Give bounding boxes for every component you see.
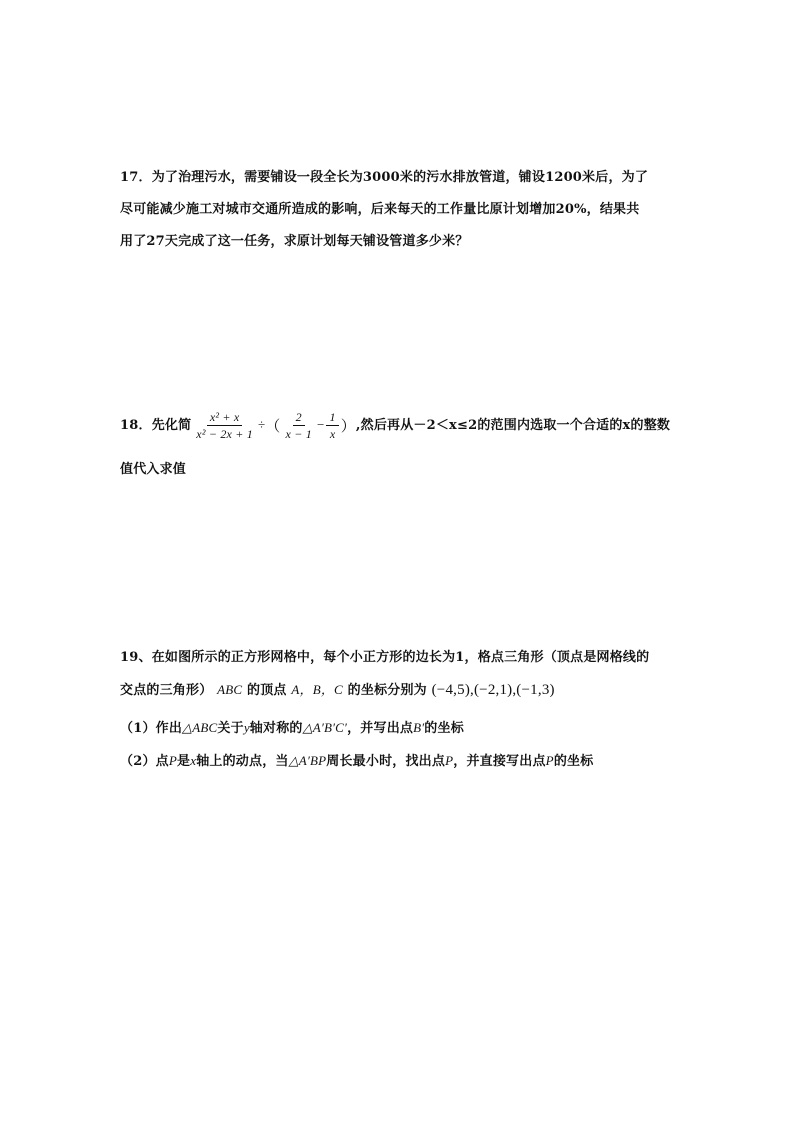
q19-part-1 bbox=[120, 717, 464, 736]
q18-fraction-1 bbox=[193, 410, 256, 441]
q18-prefix: 18．先化简 bbox=[120, 418, 192, 433]
q18-frac1-numerator: x² + x bbox=[207, 410, 243, 426]
q18-frac1-denominator: x² − 2x + 1 bbox=[196, 427, 253, 441]
q19-line-2 bbox=[120, 679, 555, 699]
q19-part2-point-p-2: P bbox=[445, 753, 454, 768]
q19-part1-text-c: 轴对称的 bbox=[249, 721, 303, 736]
q18-frac2-denominator: x − 1 bbox=[285, 427, 312, 441]
q18-frac3-numerator: 1 bbox=[326, 410, 338, 426]
q19-part2-point-p-3: P bbox=[545, 753, 554, 768]
q18-fraction-2 bbox=[283, 410, 315, 441]
q19-part1-text-d: ，并写出点 bbox=[347, 721, 414, 736]
q18-close-paren: ） bbox=[340, 417, 356, 435]
q18-fraction-3 bbox=[326, 410, 338, 441]
q18-frac3-denominator: x bbox=[329, 427, 336, 441]
q18-minus-sign: − bbox=[316, 417, 325, 432]
q19-part2-text-a: （2）点 bbox=[120, 754, 169, 769]
q19-line2-text-b: 的顶点 bbox=[247, 683, 287, 698]
q18-suffix: ,然后再从－2＜x≤2的范围内选取一个合适的x的整数 bbox=[355, 418, 671, 433]
q18-frac2-numerator: 2 bbox=[293, 410, 305, 426]
q19-line2-text-c: 的坐标分别为 bbox=[347, 683, 427, 698]
q19-line2-text-a: 交点的三角形） bbox=[120, 683, 213, 698]
q18-line-2: 值代入求值 bbox=[120, 462, 187, 477]
q19-vertices: A，B，C bbox=[291, 682, 343, 697]
q19-line-1: 19、在如图所示的正方形网格中，每个小正方形的边长为1，格点三角形（顶点是网格线的 bbox=[120, 650, 650, 665]
q19-part1-text-a: （1）作出 bbox=[120, 721, 183, 736]
q19-part2-point-p: P bbox=[168, 753, 178, 768]
q19-part2-text-f: 的坐标 bbox=[553, 754, 594, 769]
q19-part2-text-d: 周长最小时，找出点 bbox=[326, 754, 446, 769]
q19-part2-triangle: △A′BP bbox=[288, 753, 327, 768]
q19-part2-text-b: 是 bbox=[177, 754, 191, 769]
q18-open-paren: （ bbox=[265, 417, 281, 435]
q19-part2-text-e: ，并直接写出点 bbox=[453, 754, 546, 769]
q19-coordinates: (−4,5),(−2,1),(−1,3) bbox=[431, 682, 555, 698]
q19-part1-triangle-prime: △A′B′C′ bbox=[302, 720, 348, 735]
q18-divide-sign: ÷ bbox=[257, 417, 266, 432]
q17-line-3: 用了27天完成了这一任务，求原计划每天铺设管道多少米？ bbox=[120, 234, 469, 249]
q19-part1-text-e: 的坐标 bbox=[424, 721, 464, 736]
q19-part2-text-c: 轴上的动点，当 bbox=[196, 754, 289, 769]
q17-line-2: 尽可能减少施工对城市交通所造成的影响，后来每天的工作量比原计划增加20%，结果共 bbox=[120, 202, 640, 217]
q19-part1-point-bprime: B′ bbox=[413, 720, 425, 735]
q19-part-2 bbox=[120, 750, 593, 769]
q19-part1-triangle: △ABC bbox=[182, 720, 218, 735]
q19-part1-y-axis: y bbox=[243, 720, 250, 735]
q18-line-1 bbox=[120, 410, 670, 441]
q19-part1-text-b: 关于 bbox=[217, 721, 244, 736]
q19-part2-x-axis: x bbox=[190, 753, 197, 768]
q19-triangle-abc: ABC bbox=[217, 682, 243, 697]
q17-line-1: 17．为了治理污水，需要铺设一段全长为3000米的污水排放管道，铺设1200米后，为了 bbox=[120, 170, 649, 185]
